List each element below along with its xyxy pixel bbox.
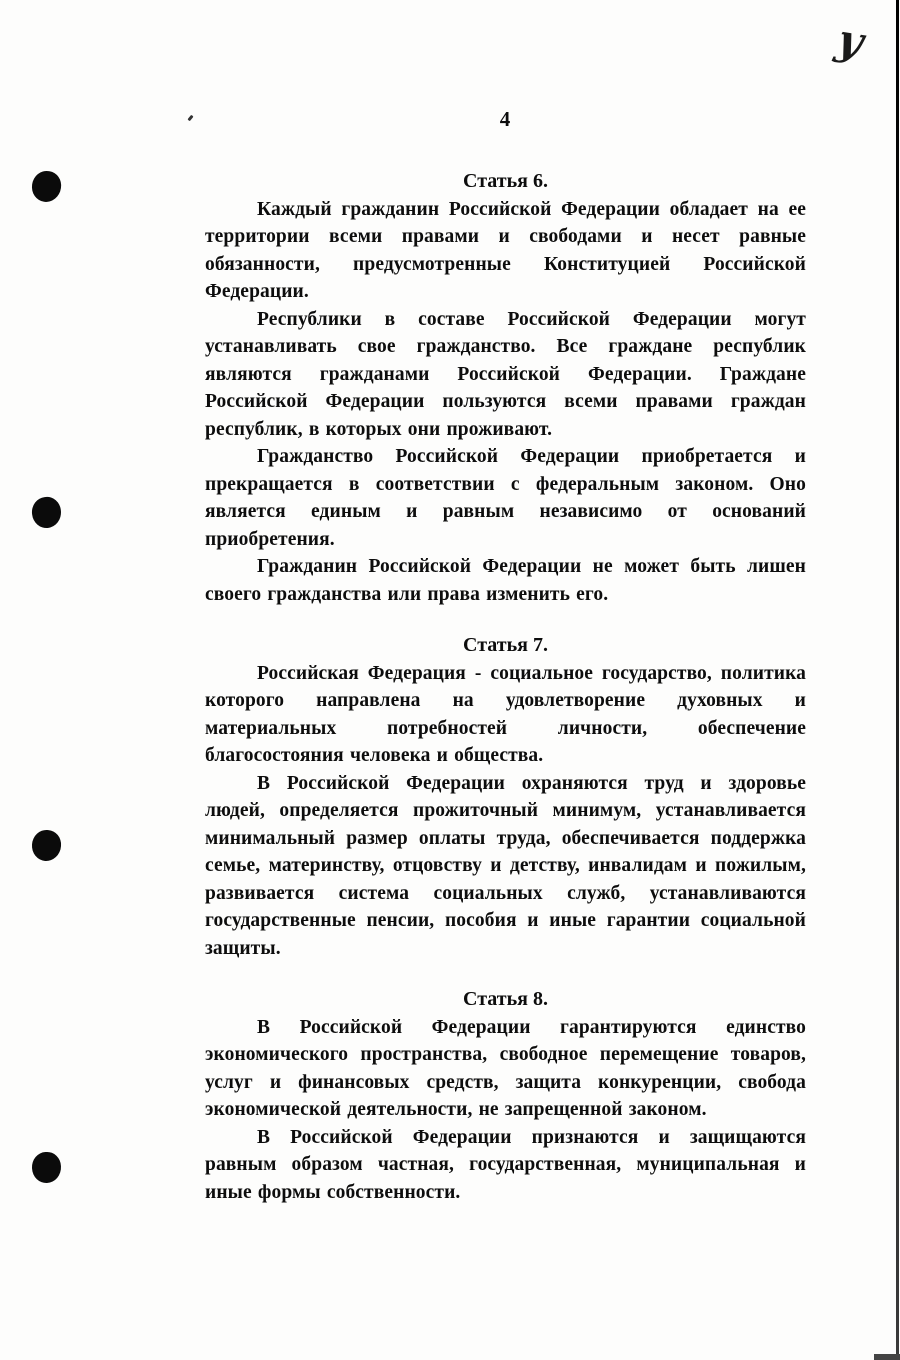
scan-corner-artifact [874, 1354, 900, 1360]
punch-hole-icon [30, 169, 63, 204]
article-6-paragraph: Гражданин Российской Федерации не может быть лишен своего гражданства или права изменить его. [205, 556, 806, 605]
scan-speck [187, 115, 193, 122]
punch-hole-icon [31, 829, 62, 862]
article-8-heading: Статья 8. [463, 988, 548, 1010]
punch-hole-icon [30, 496, 62, 530]
punch-hole-icon [31, 1151, 62, 1183]
article-6-paragraph: Республики в составе Российской Федерации могут устанавливать свое гражданство. Все граждане республик являются гражданами Российской Федерации. Граждане Российской Федерации пользуются всеми правами граждан республик, в которых они проживают. [205, 308, 806, 440]
article-8-paragraph: В Российской Федерации гарантируются единство экономического пространства, свободное перемещение товаров, услуг и финансовых средств, защита конкуренции, свобода экономической деятельности, не запрещенной законом. [205, 1016, 806, 1120]
handwritten-mark: у [831, 14, 870, 67]
article-7-heading: Статья 7. [463, 634, 548, 656]
article-6-paragraph: Гражданство Российской Федерации приобретается и прекращается в соответствии с федеральным законом. Оно является единым и равным независимо от оснований приобретения. [205, 446, 806, 550]
scan-edge-line [896, 0, 899, 1360]
article-6-heading: Статья 6. [463, 170, 548, 192]
document-text-column [205, 0, 806, 1206]
article-6-paragraph: Каждый гражданин Российской Федерации обладает на ее территории всеми правами и свободами и несет равные обязанности, предусмотренные Конституцией Российской Федерации. [205, 198, 806, 302]
article-8-paragraph: В Российской Федерации признаются и защищаются равным образом частная, государственная, муниципальная и иные формы собственности. [205, 1126, 806, 1203]
article-7-paragraph: В Российской Федерации охраняются труд и здоровье людей, определяется прожиточный минимум, устанавливается минимальный размер оплаты труда, обеспечивается поддержка семье, материнству, отцовству и детству, инвалидам и пожилым, развивается система социальных служб, устанавливаются государственные пенсии, пособия и иные гарантии социальной защиты. [205, 772, 806, 959]
page-number: 4 [499, 107, 512, 131]
article-7-paragraph: Российская Федерация - социальное государство, политика которого направлена на удовлетворение духовных и материальных потребностей личности, обеспечение благосостояния человека и общества. [205, 662, 806, 766]
